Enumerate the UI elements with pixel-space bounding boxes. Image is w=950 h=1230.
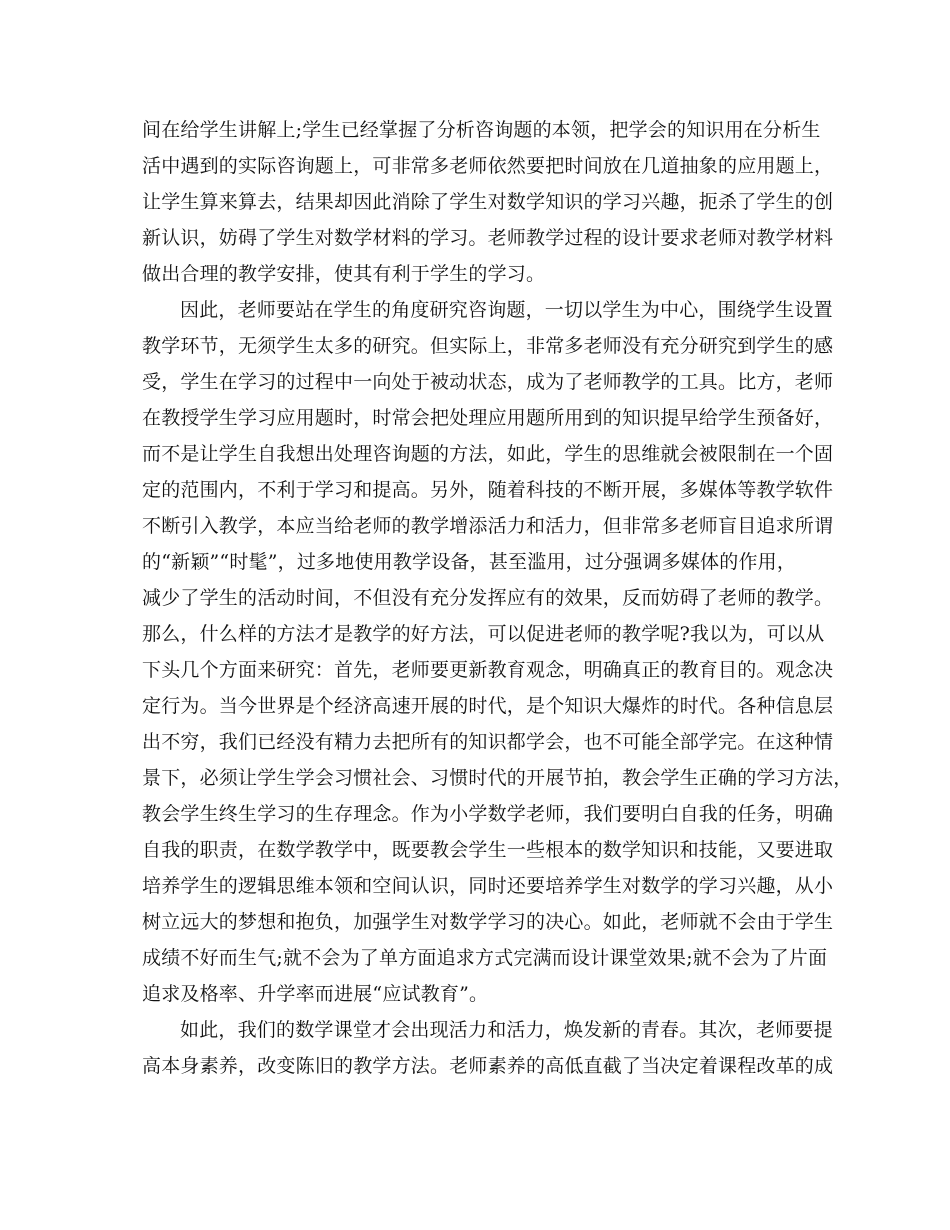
text-line: 出不穷，我们已经没有精力去把所有的知识都学会，也不可能全部学完。在这种情 <box>142 731 834 753</box>
text-line: 下头几个方面来研究：首先，老师要更新教育观念，明确真正的教育目的。观念决 <box>142 659 834 681</box>
text-line: 活中遇到的实际咨询题上，可非常多老师依然要把时间放在几道抽象的应用题上， <box>142 155 834 177</box>
text-line: 追求及格率、升学率而进展“应试教育”。 <box>142 983 489 1005</box>
text-line: 受，学生在学习的过程中一向处于被动状态，成为了老师教学的工具。比方，老师 <box>142 371 834 393</box>
text-line: 让学生算来算去，结果却因此消除了学生对数学知识的学习兴趣，扼杀了学生的创 <box>142 191 834 213</box>
text-line: 因此，老师要站在学生的角度研究咨询题，一切以学生为中心，围绕学生设置 <box>180 299 833 321</box>
text-line: 如此，我们的数学课堂才会出现活力和活力，焕发新的青春。其次，老师要提 <box>180 1019 833 1041</box>
text-line: 新认识，妨碍了学生对数学材料的学习。老师教学过程的设计要求老师对教学材料 <box>142 227 834 249</box>
text-line: 自我的职责，在数学教学中，既要教会学生一些根本的数学知识和技能，又要进取 <box>142 839 834 861</box>
text-line: 在教授学生学习应用题时，时常会把处理应用题所用到的知识提早给学生预备好， <box>142 407 834 429</box>
text-line: 定的范围内，不利于学习和提高。另外，随着科技的不断开展，多媒体等教学软件 <box>142 479 834 501</box>
text-line: 间在给学生讲解上;学生已经掌握了分析咨询题的本领，把学会的知识用在分析生 <box>142 119 821 141</box>
text-line: 不断引入教学，本应当给老师的教学增添活力和活力，但非常多老师盲目追求所谓 <box>142 515 834 537</box>
text-line: 成绩不好而生气;就不会为了单方面追求方式完满而设计课堂效果;就不会为了片面 <box>142 947 828 969</box>
text-line: 那么，什么样的方法才是教学的好方法，可以促进老师的教学呢?我以为，可以从 <box>142 623 825 645</box>
text-line: 树立远大的梦想和抱负，加强学生对数学学习的决心。如此，老师就不会由于学生 <box>142 911 834 933</box>
text-line: 而不是让学生自我想出处理咨询题的方法，如此，学生的思维就会被限制在一个固 <box>142 443 834 465</box>
text-line: 做出合理的教学安排，使其有利于学生的学习。 <box>142 263 546 285</box>
text-line: 景下，必须让学生学会习惯社会、习惯时代的开展节拍，教会学生正确的学习方法， <box>142 767 853 789</box>
text-line: 教会学生终生学习的生存理念。作为小学数学老师，我们要明白自我的任务，明确 <box>142 803 834 825</box>
text-line: 减少了学生的活动时间，不但没有充分发挥应有的效果，反而妨碍了老师的教学。 <box>142 587 834 609</box>
document-body <box>142 112 853 1084</box>
text-line: 教学环节，无须学生太多的研究。但实际上，非常多老师没有充分研究到学生的感 <box>142 335 834 357</box>
text-line: 高本身素养，改变陈旧的教学方法。老师素养的高低直截了当决定着课程改革的成 <box>142 1055 834 1077</box>
text-line: 的“新颖”“时髦”，过多地使用教学设备，甚至滥用，过分强调多媒体的作用， <box>142 551 797 573</box>
text-line: 定行为。当今世界是个经济高速开展的时代，是个知识大爆炸的时代。各种信息层 <box>142 695 834 717</box>
text-line: 培养学生的逻辑思维本领和空间认识，同时还要培养学生对数学的学习兴趣，从小 <box>142 875 834 897</box>
